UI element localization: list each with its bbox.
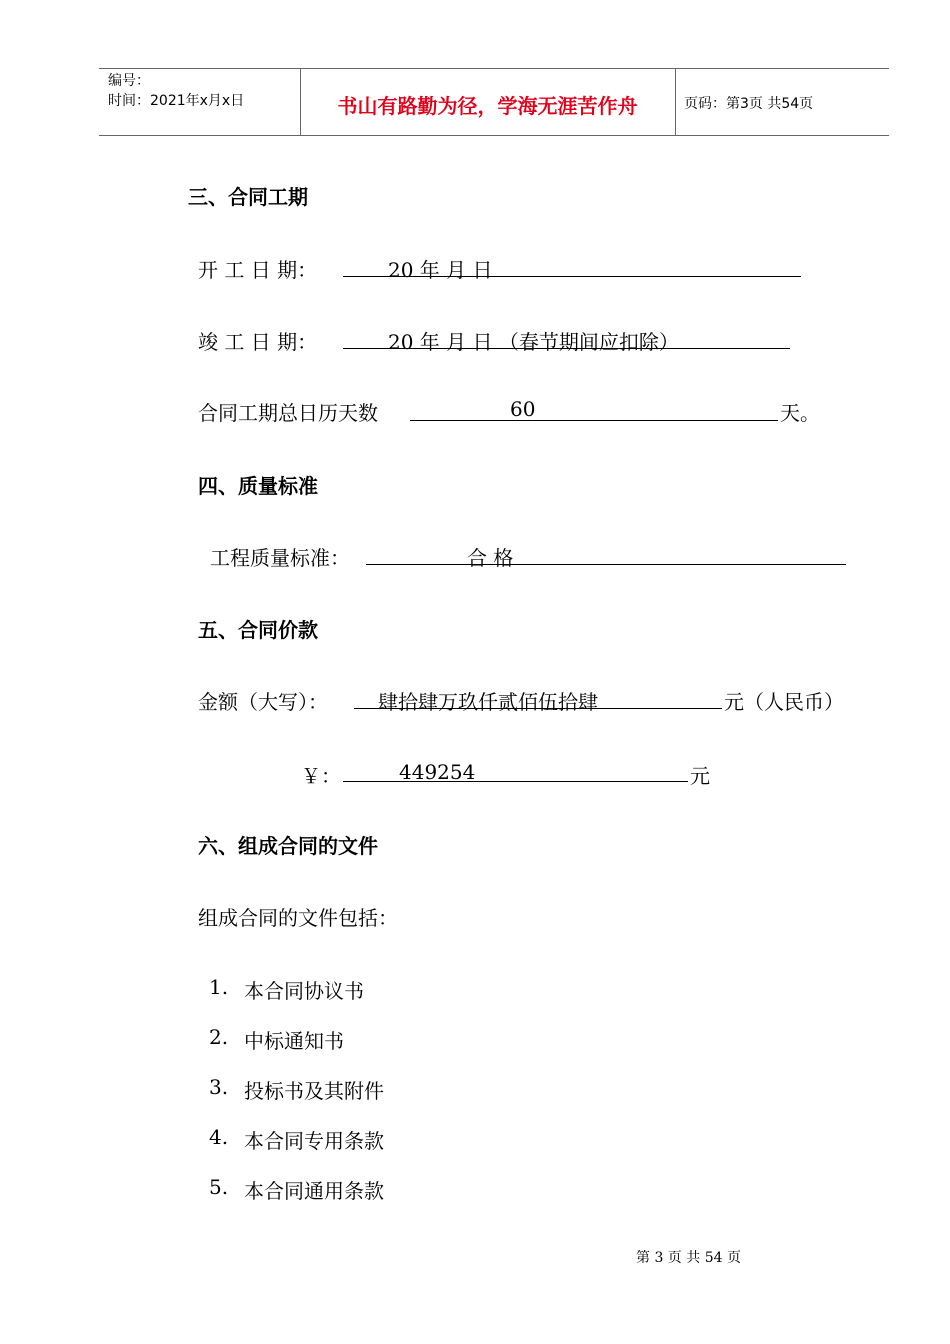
start-date-label: 开 工 日 期： — [198, 258, 318, 282]
list-item-number: 2. — [209, 1025, 229, 1049]
total-days-value: 60 — [510, 397, 536, 421]
total-days-unit: 天。 — [780, 401, 820, 425]
amount-figures-unit: 元 — [690, 764, 710, 788]
page-footer: 第 3 页 共 54 页 — [636, 1250, 741, 1266]
quality-underline — [366, 564, 846, 565]
quality-value: 合 格 — [467, 546, 514, 570]
list-item-number: 1. — [209, 975, 229, 999]
list-item: 中标通知书 — [244, 1029, 344, 1053]
start-date-value: 20 年 月 日 — [388, 258, 493, 282]
list-item-number: 3. — [209, 1075, 229, 1099]
header-meta — [108, 71, 244, 111]
amount-figures-underline — [343, 781, 688, 782]
section-5-title: 五、合同价款 — [198, 618, 318, 642]
header-motto: 书山有路勤为径，学海无涯苦作舟 — [337, 94, 638, 118]
list-item: 本合同协议书 — [244, 979, 364, 1003]
section-4-title: 四、质量标准 — [198, 474, 318, 498]
quality-label: 工程质量标准： — [210, 546, 350, 570]
header-top-rule — [99, 68, 889, 69]
amount-words-label: 金额（大写）： — [198, 690, 328, 714]
serial-label: 编号： — [108, 73, 150, 89]
list-item: 投标书及其附件 — [244, 1079, 384, 1103]
total-days-underline — [410, 420, 778, 421]
header-page-info: 页码：第3页 共54页 — [684, 96, 814, 112]
end-date-value: 20 年 月 日 （春节期间应扣除） — [388, 330, 679, 354]
list-item: 本合同通用条款 — [244, 1179, 384, 1203]
time-label: 时间：2021年x月x日 — [108, 93, 245, 109]
section-6-title: 六、组成合同的文件 — [198, 834, 378, 858]
amount-words-value: 肆拾肆万玖仟贰佰伍拾肆 — [378, 690, 598, 714]
header-bottom-rule — [99, 135, 889, 136]
amount-figures-value: 449254 — [399, 760, 476, 784]
list-item-number: 4. — [209, 1125, 229, 1149]
documents-intro: 组成合同的文件包括： — [198, 906, 398, 930]
header-divider-right — [675, 68, 676, 135]
list-item: 本合同专用条款 — [244, 1129, 384, 1153]
section-3-title: 三、合同工期 — [188, 185, 308, 209]
amount-figures-label: ￥： — [301, 764, 341, 788]
end-date-label: 竣 工 日 期： — [198, 330, 318, 354]
total-days-label: 合同工期总日历天数 — [198, 401, 378, 425]
amount-words-unit: 元（人民币） — [724, 690, 844, 714]
list-item-number: 5. — [209, 1175, 229, 1199]
